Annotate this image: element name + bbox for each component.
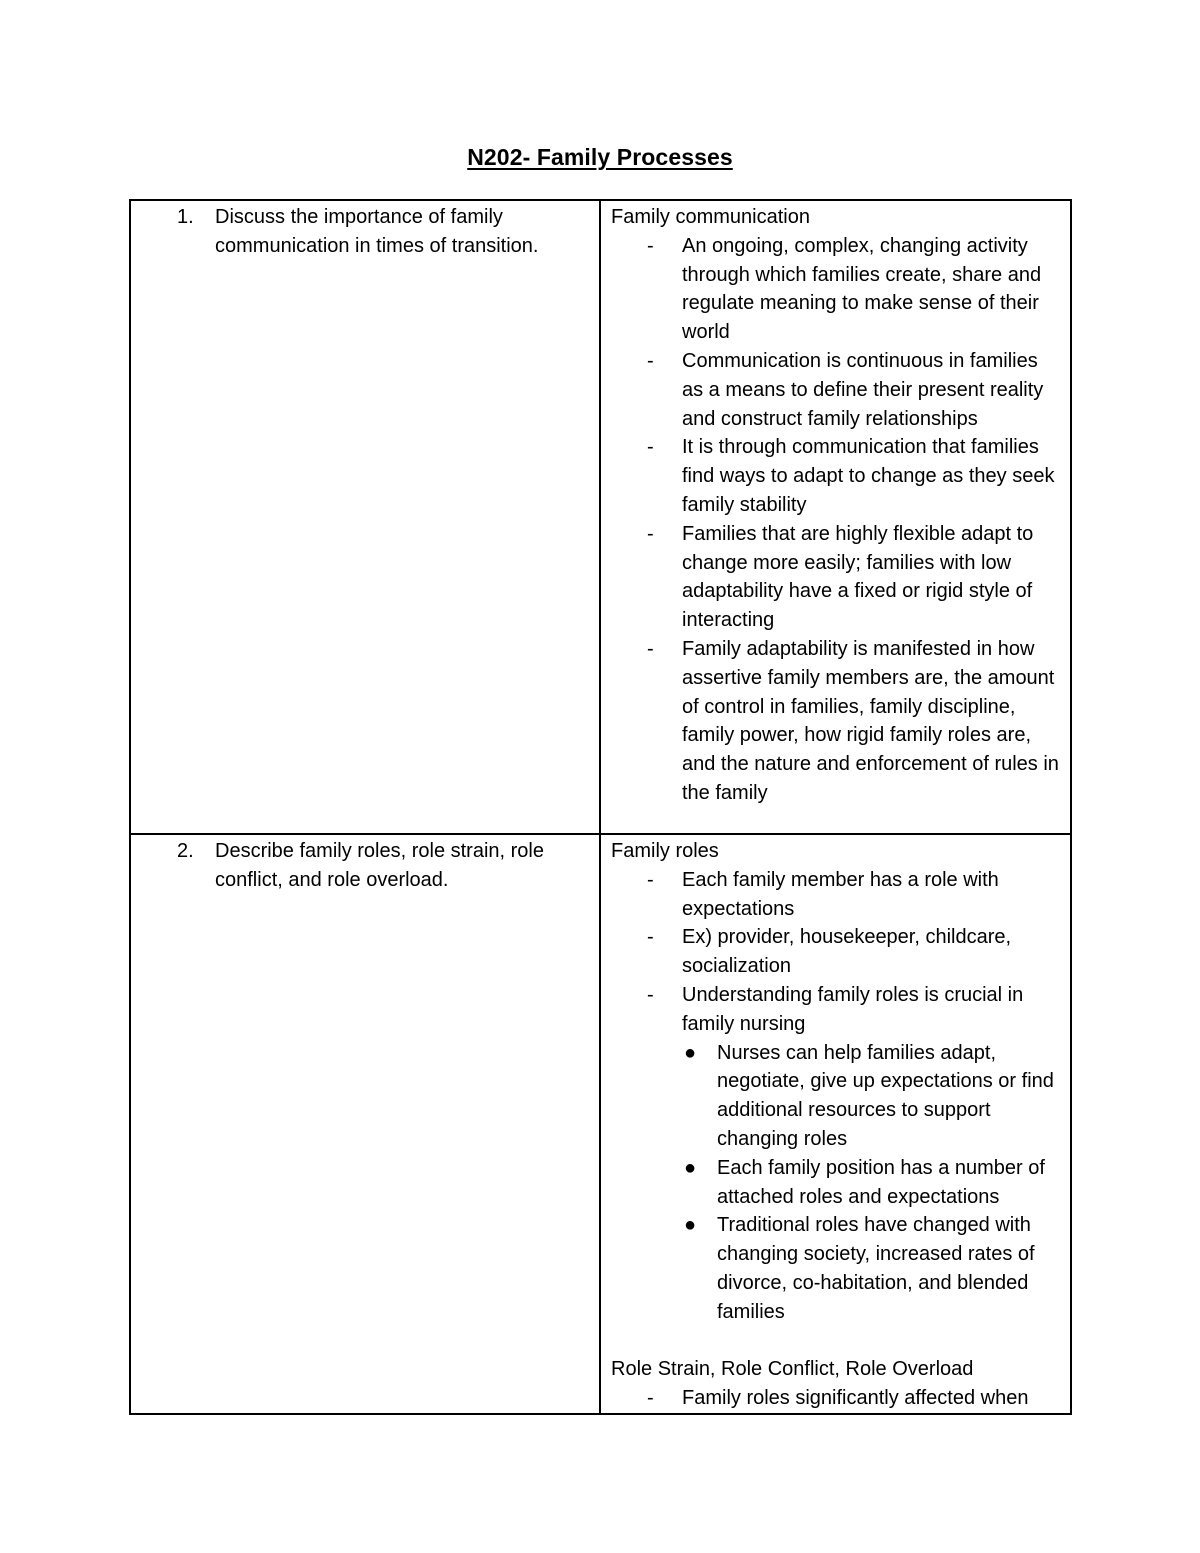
answer-heading-2: Role Strain, Role Conflict, Role Overload bbox=[611, 1358, 974, 1381]
bullet-list bbox=[682, 1039, 1060, 1327]
qa-table bbox=[129, 199, 1072, 1415]
blank-line bbox=[611, 1327, 1060, 1356]
list-item bbox=[611, 520, 1060, 635]
list-item-text: Ex) provider, housekeeper, childcare, socialization bbox=[682, 926, 1012, 978]
question-cell bbox=[130, 200, 600, 834]
answer-cell bbox=[600, 834, 1071, 1414]
page-title: N202- Family Processes bbox=[467, 144, 733, 170]
list-item bbox=[611, 923, 1060, 981]
dash-list bbox=[611, 1384, 1060, 1413]
dash-list bbox=[611, 866, 1060, 1327]
sub-list-item bbox=[682, 1154, 1060, 1212]
list-item bbox=[611, 347, 1060, 433]
answer-cell bbox=[600, 200, 1071, 834]
question-item bbox=[141, 837, 589, 895]
dash-marker: - bbox=[647, 868, 654, 891]
dash-marker: - bbox=[647, 349, 654, 372]
bullet-icon: ● bbox=[684, 1041, 697, 1064]
list-item bbox=[611, 981, 1060, 1327]
table-row bbox=[130, 834, 1071, 1414]
list-item-text: Family adaptability is manifested in how assertive family members are, the amount of control in families, family discipline, family power, how rigid family roles are, and the nature and enforcement of rules in the family bbox=[682, 637, 1059, 804]
sub-list-item bbox=[682, 1039, 1060, 1154]
question-number: 2. bbox=[177, 840, 194, 862]
dash-marker: - bbox=[647, 983, 654, 1006]
list-item-text: An ongoing, complex, changing activity through which families create, share and regulate meaning to make sense of their world bbox=[682, 234, 1042, 344]
dash-marker: - bbox=[647, 234, 654, 257]
question-text: Describe family roles, role strain, role conflict, and role overload. bbox=[215, 840, 544, 891]
question-text: Discuss the importance of family communication in times of transition. bbox=[215, 206, 539, 257]
list-item-text: It is through communication that families find ways to adapt to change as they seek family stability bbox=[682, 436, 1055, 516]
question-cell bbox=[130, 834, 600, 1414]
sub-list-item bbox=[682, 1211, 1060, 1326]
sub-list-item-text: Traditional roles have changed with changing society, increased rates of divorce, co-habitation, and blended families bbox=[717, 1214, 1035, 1323]
dash-list bbox=[611, 232, 1060, 808]
bullet-icon: ● bbox=[684, 1156, 697, 1179]
dash-marker: - bbox=[647, 1387, 654, 1410]
question-item bbox=[141, 203, 589, 261]
bullet-icon: ● bbox=[684, 1214, 697, 1237]
question-number: 1. bbox=[177, 206, 194, 228]
answer-heading: Family communication bbox=[611, 206, 810, 228]
list-item bbox=[611, 635, 1060, 808]
table-row bbox=[130, 200, 1071, 834]
dash-marker: - bbox=[647, 436, 654, 459]
dash-marker: - bbox=[647, 522, 654, 545]
answer-heading: Family roles bbox=[611, 840, 719, 862]
list-item bbox=[611, 232, 1060, 347]
list-item-text: Families that are highly flexible adapt to change more easily; families with low adaptability have a fixed or rigid style of interacting bbox=[682, 522, 1034, 632]
sub-list-item-text: Nurses can help families adapt, negotiate, give up expectations or find additional resources to support changing roles bbox=[717, 1041, 1054, 1150]
dash-marker: - bbox=[647, 637, 654, 660]
list-item-text: Understanding family roles is crucial in family nursing bbox=[682, 983, 1024, 1035]
sub-list-item-text: Each family position has a number of attached roles and expectations bbox=[717, 1156, 1045, 1208]
list-item bbox=[611, 866, 1060, 924]
list-item bbox=[611, 433, 1060, 519]
list-item-text: Communication is continuous in families as a means to define their present reality and construct family relationships bbox=[682, 349, 1044, 430]
list-item-text: Family roles significantly affected when bbox=[682, 1387, 1029, 1410]
list-item bbox=[611, 1384, 1060, 1413]
dash-marker: - bbox=[647, 926, 654, 949]
list-item-text: Each family member has a role with expectations bbox=[682, 868, 999, 920]
